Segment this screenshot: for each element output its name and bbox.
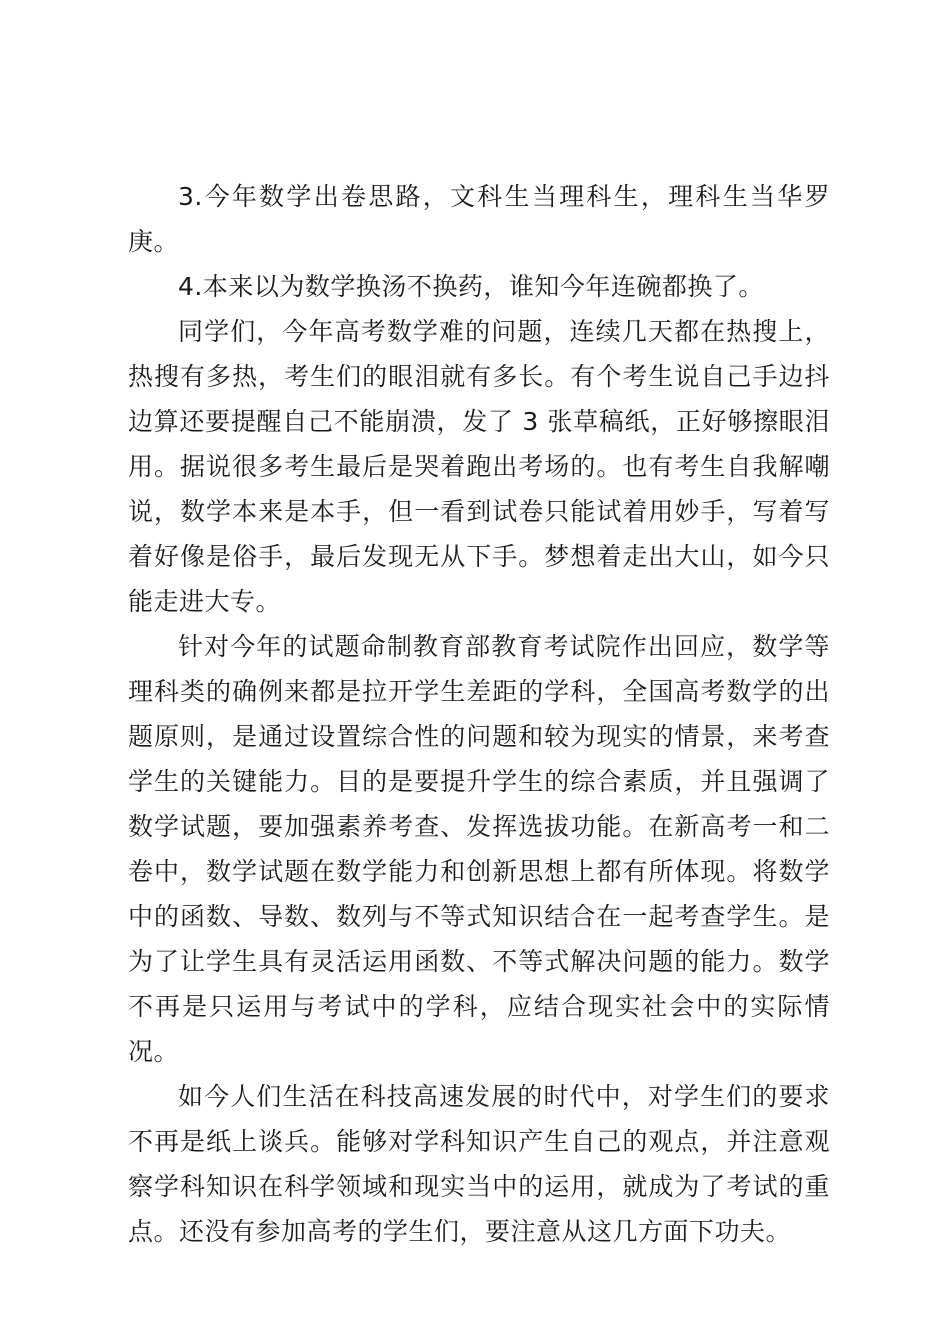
paragraph-item-3: 3.今年数学出卷思路，文科生当理科生，理科生当华罗庚。 [128, 182, 830, 256]
paragraph-students-reaction: 同学们，今年高考数学难的问题，连续几天都在热搜上，热搜有多热，考生们的眼泪就有多长。有个考生说自己手边抖边算还要提醒自己不能崩溃，发了 3 张草稿纸，正好够擦眼泪用。据说很多考生最后是哭着跑出考场的。也有考生自我解嘲说，数学本来是本手，但一看到试卷只能试着用妙手，写着写着好像是俗手，最后发现无从下手。梦想着走出大山，如今只能走进大专。 [128, 317, 830, 616]
paragraph-item-4: 4.本来以为数学换汤不换药，谁知今年连碗都换了。 [178, 272, 764, 301]
document-body [128, 174, 830, 1254]
paragraph-conclusion: 如今人们生活在科技高速发展的时代中，对学生们的要求不再是纸上谈兵。能够对学科知识产生自己的观点，并注意观察学科知识在科学领域和现实当中的运用，就成为了考试的重点。还没有参加高考的学生们，要注意从这几方面下功夫。 [128, 1082, 830, 1246]
paragraph-ministry-response: 针对今年的试题命制教育部教育考试院作出回应，数学等理科类的确例来都是拉开学生差距的学科，全国高考数学的出题原则，是通过设置综合性的问题和较为现实的情景，来考查学生的关键能力。目的是要提升学生的综合素质，并且强调了数学试题，要加强素养考查、发挥选拔功能。在新高考一和二卷中，数学试题在数学能力和创新思想上都有所体现。将数学中的函数、导数、数列与不等式知识结合在一起考查学生。是为了让学生具有灵活运用函数、不等式解决问题的能力。数学不再是只运用与考试中的学科，应结合现实社会中的实际情况。 [128, 632, 830, 1066]
